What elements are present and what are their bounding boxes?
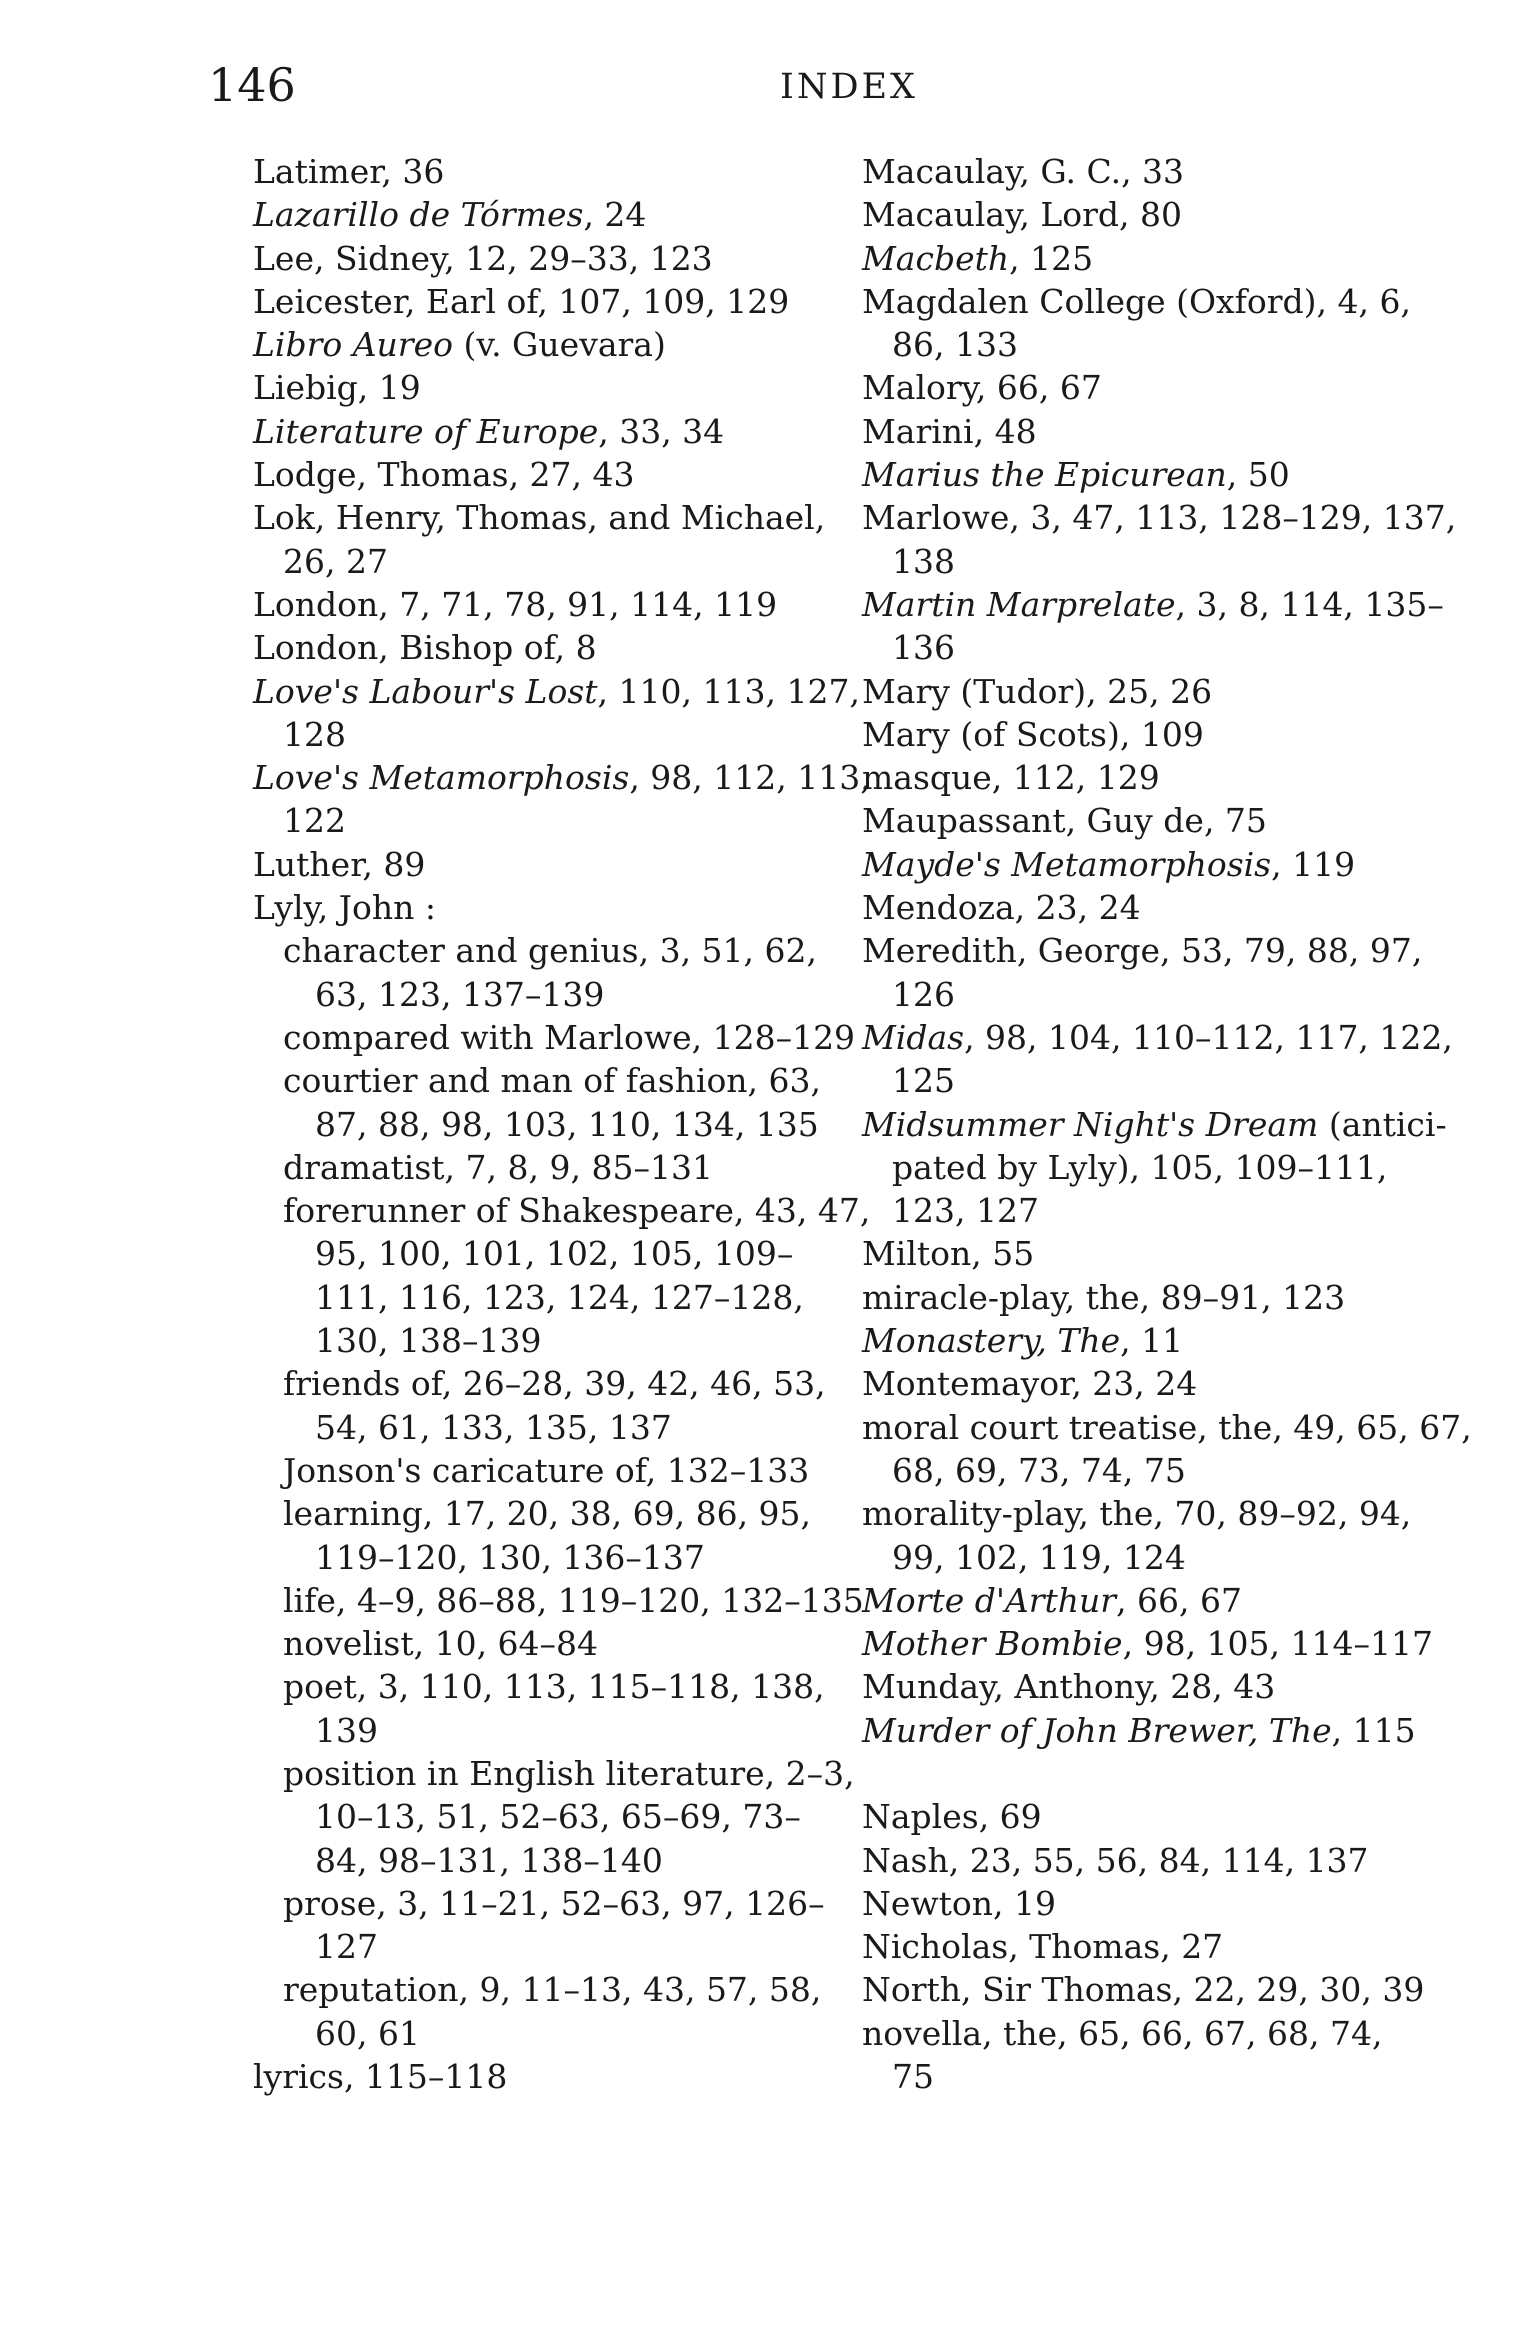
entry-text: 119–120, 130, 136–137	[315, 1537, 705, 1577]
index-entry	[253, 713, 833, 756]
entry-title-italic: Midas	[862, 1017, 965, 1057]
index-entry	[253, 323, 833, 366]
index-entry	[253, 670, 860, 713]
entry-text: Mary (of Scots), 109	[862, 714, 1204, 754]
entry-text: 26, 27	[283, 541, 388, 581]
entry-text: 130, 138–139	[315, 1321, 542, 1361]
index-entry	[253, 973, 833, 1016]
index-entry	[862, 1406, 1472, 1449]
entry-text: Marini, 48	[862, 411, 1037, 451]
index-entry	[862, 843, 1442, 886]
index-entry	[862, 1536, 1442, 1579]
entry-text: Munday, Anthony, 28, 43	[862, 1667, 1276, 1707]
entry-text: character and genius, 3, 51, 62,	[283, 931, 817, 971]
entry-text: , 125	[1009, 238, 1094, 278]
index-entry	[253, 2055, 833, 2098]
entry-text: , 98, 112, 113,	[629, 758, 871, 798]
index-entry	[862, 1146, 1442, 1189]
index-entry	[862, 1492, 1442, 1535]
index-entry	[253, 1449, 833, 1492]
index-entry	[862, 1925, 1442, 1968]
index-entry	[253, 929, 833, 972]
entry-text: Mendoza, 23, 24	[862, 888, 1141, 928]
entry-text: 138	[892, 541, 955, 581]
entry-title-italic: Literature of Europe	[253, 411, 599, 451]
entry-text: compared with Marlowe, 128–129	[283, 1017, 856, 1057]
index-entry	[253, 410, 833, 453]
entry-text: 128	[283, 714, 346, 754]
entry-text: , 98, 105, 114–117	[1122, 1624, 1433, 1664]
entry-text: lyrics, 115–118	[253, 2057, 508, 2097]
entry-text: , 3, 8, 114, 135–	[1175, 584, 1444, 624]
entry-text: novella, the, 65, 66, 67, 68, 74,	[862, 2013, 1383, 2053]
index-entry	[253, 1016, 856, 1059]
index-entry	[253, 1882, 833, 1925]
index-entry	[862, 1709, 1442, 1752]
index-column-left	[253, 150, 871, 2098]
index-entry	[253, 1925, 833, 1968]
entry-text: (v. Guevara)	[452, 325, 666, 365]
entry-text: Maupassant, Guy de, 75	[862, 801, 1267, 841]
entry-text: 87, 88, 98, 103, 110, 134, 135	[315, 1104, 819, 1144]
index-entry	[862, 496, 1457, 539]
index-entry	[253, 1406, 833, 1449]
entry-text: reputation, 9, 11–13, 43, 57, 58,	[283, 1970, 822, 2010]
entry-text: friends of, 26–28, 39, 42, 46, 53,	[283, 1364, 826, 1404]
index-entry	[253, 799, 833, 842]
index-entry	[862, 886, 1442, 929]
entry-title-italic: Midsummer Night's Dream	[862, 1104, 1319, 1144]
index-entry	[862, 973, 1442, 1016]
entry-text: Montemayor, 23, 24	[862, 1364, 1198, 1404]
index-entry	[862, 1103, 1447, 1146]
entry-text: , 110, 113, 127,	[597, 671, 860, 711]
entry-text: 123, 127	[892, 1191, 1039, 1231]
index-entry	[253, 1579, 864, 1622]
entry-text: 75	[892, 2057, 934, 2097]
entry-text: 54, 61, 133, 135, 137	[315, 1407, 672, 1447]
index-entry	[862, 280, 1442, 323]
entry-text: Nash, 23, 55, 56, 84, 114, 137	[862, 1840, 1369, 1880]
entry-text: London, Bishop of, 8	[253, 628, 597, 668]
entry-text: dramatist, 7, 8, 9, 85–131	[283, 1147, 713, 1187]
index-entry	[862, 366, 1442, 409]
entry-text: 99, 102, 119, 124	[892, 1537, 1186, 1577]
index-entry	[862, 1579, 1442, 1622]
entry-text: Lyly, John :	[253, 888, 436, 928]
index-entry	[862, 323, 1442, 366]
index-entry	[253, 1492, 833, 1535]
entry-text: , 66, 67	[1116, 1580, 1243, 1620]
entry-text: Mary (Tudor), 25, 26	[862, 671, 1213, 711]
entry-text: , 24	[583, 195, 647, 235]
entry-text: 136	[892, 628, 955, 668]
entry-text: Meredith, George, 53, 79, 88, 97,	[862, 931, 1423, 971]
index-entry	[862, 2012, 1442, 2055]
entry-text: masque, 112, 129	[862, 758, 1160, 798]
entry-title-italic: Libro Aureo	[253, 325, 453, 365]
index-entry	[253, 1189, 871, 1232]
index-entry	[862, 1362, 1442, 1405]
entry-title-italic: Mother Bombie	[862, 1624, 1123, 1664]
index-entry	[253, 1622, 833, 1665]
index-column-right	[862, 150, 1472, 2098]
index-entry	[862, 1882, 1442, 1925]
index-entry	[253, 496, 833, 539]
entry-text: 127	[315, 1927, 378, 1967]
entry-text: moral court treatise, the, 49, 65, 67,	[862, 1407, 1472, 1447]
entry-title-italic: Marius the Epicurean	[862, 455, 1227, 495]
entry-text: Macaulay, Lord, 80	[862, 195, 1182, 235]
entry-title-italic: Morte d'Arthur	[862, 1580, 1117, 1620]
index-entry	[253, 1103, 833, 1146]
entry-text: North, Sir Thomas, 22, 29, 30, 39	[862, 1970, 1425, 2010]
entry-text: 60, 61	[315, 2013, 420, 2053]
running-head: INDEX	[780, 67, 918, 107]
entry-title-italic: Lazarillo de Tórmes	[253, 195, 584, 235]
entry-text: Luther, 89	[253, 844, 426, 884]
entry-text: prose, 3, 11–21, 52–63, 97, 126–	[283, 1883, 825, 1923]
entry-text: forerunner of Shakespeare, 43, 47,	[283, 1191, 871, 1231]
index-entry	[253, 1276, 833, 1319]
index-entry	[862, 1016, 1453, 1059]
index-entry	[862, 583, 1442, 626]
index-entry	[862, 756, 1442, 799]
index-entry	[862, 1795, 1442, 1838]
index-entry	[862, 193, 1442, 236]
section-gap	[862, 1752, 1442, 1795]
index-entry	[862, 540, 1442, 583]
index-entry	[253, 150, 833, 193]
index-entry	[862, 1449, 1442, 1492]
index-entry	[862, 1665, 1442, 1708]
index-entry	[862, 1622, 1442, 1665]
entry-text: 95, 100, 101, 102, 105, 109–	[315, 1234, 794, 1274]
entry-text: Leicester, Earl of, 107, 109, 129	[253, 281, 790, 321]
entry-text: poet, 3, 110, 113, 115–118, 138,	[283, 1667, 825, 1707]
index-entry	[253, 1795, 833, 1838]
index-entry	[253, 280, 833, 323]
index-entry	[253, 540, 833, 583]
entry-text: Malory, 66, 67	[862, 368, 1102, 408]
index-entry	[862, 1319, 1442, 1362]
entry-text: London, 7, 71, 78, 91, 114, 119	[253, 584, 778, 624]
entry-text: Marlowe, 3, 47, 113, 128–129, 137,	[862, 498, 1457, 538]
index-entry	[253, 453, 833, 496]
entry-text: Naples, 69	[862, 1797, 1042, 1837]
entry-text: pated by Lyly), 105, 109–111,	[892, 1147, 1388, 1187]
entry-text: courtier and man of fashion, 63,	[283, 1061, 822, 1101]
entry-title-italic: Murder of John Brewer, The	[862, 1710, 1332, 1750]
index-entry	[862, 799, 1442, 842]
entry-text: , 33, 34	[598, 411, 725, 451]
index-entry	[253, 1968, 833, 2011]
entry-title-italic: Macbeth	[862, 238, 1010, 278]
index-entry	[862, 1189, 1442, 1232]
entry-text: 139	[315, 1710, 378, 1750]
entry-text: Liebig, 19	[253, 368, 421, 408]
entry-text: miracle-play, the, 89–91, 123	[862, 1277, 1346, 1317]
entry-text: , 50	[1226, 455, 1290, 495]
index-entry	[862, 1276, 1442, 1319]
entry-text: 122	[283, 801, 346, 841]
entry-text: life, 4–9, 86–88, 119–120, 132–135	[283, 1580, 864, 1620]
entry-text: 86, 133	[892, 325, 1018, 365]
index-entry	[253, 626, 833, 669]
entry-text: Lodge, Thomas, 27, 43	[253, 455, 635, 495]
index-entry	[862, 1968, 1442, 2011]
index-entry	[862, 626, 1442, 669]
entry-text: Milton, 55	[862, 1234, 1035, 1274]
index-entry	[253, 886, 833, 929]
index-entry	[862, 410, 1442, 453]
index-entry	[253, 366, 833, 409]
index-entry	[862, 1059, 1442, 1102]
entry-text: , 115	[1331, 1710, 1416, 1750]
entry-title-italic: Love's Metamorphosis	[253, 758, 630, 798]
entry-text: , 98, 104, 110–112, 117, 122,	[964, 1017, 1453, 1057]
index-entry	[862, 453, 1442, 496]
entry-title-italic: Love's Labour's Lost	[253, 671, 598, 711]
index-entry	[862, 670, 1442, 713]
entry-text: , 119	[1271, 844, 1356, 884]
entry-text: Latimer, 36	[253, 152, 445, 191]
entry-title-italic: Martin Marprelate	[862, 584, 1176, 624]
index-entry	[253, 1839, 833, 1882]
index-entry	[253, 1536, 833, 1579]
entry-text: Magdalen College (Oxford), 4, 6,	[862, 281, 1411, 321]
page-number: 146	[208, 58, 296, 112]
entry-text: position in English literature, 2–3,	[283, 1753, 855, 1793]
index-entry	[253, 843, 833, 886]
index-entry	[862, 1839, 1442, 1882]
index-entry	[253, 1232, 833, 1275]
entry-text: 111, 116, 123, 124, 127–128,	[315, 1277, 804, 1317]
index-entry	[253, 756, 871, 799]
entry-text: , 11	[1120, 1321, 1184, 1361]
entry-text: 68, 69, 73, 74, 75	[892, 1450, 1186, 1490]
index-entry	[253, 1146, 833, 1189]
entry-text: learning, 17, 20, 38, 69, 86, 95,	[283, 1494, 812, 1534]
index-entry	[862, 713, 1442, 756]
entry-text: Lok, Henry, Thomas, and Michael,	[253, 498, 826, 538]
index-entry	[253, 1362, 833, 1405]
entry-text: Nicholas, Thomas, 27	[862, 1927, 1224, 1967]
entry-text: novelist, 10, 64–84	[283, 1624, 599, 1664]
index-entry	[253, 1319, 833, 1362]
index-entry	[862, 1232, 1442, 1275]
index-entry	[253, 1665, 833, 1708]
entry-text: Newton, 19	[862, 1883, 1057, 1923]
entry-text: morality-play, the, 70, 89–92, 94,	[862, 1494, 1412, 1534]
entry-text: (antici-	[1318, 1104, 1447, 1144]
entry-text: 10–13, 51, 52–63, 65–69, 73–	[315, 1797, 801, 1837]
index-entry	[253, 583, 833, 626]
index-entry	[253, 1709, 833, 1752]
entry-text: Lee, Sidney, 12, 29–33, 123	[253, 238, 713, 278]
entry-text: 126	[892, 974, 955, 1014]
entry-text: 63, 123, 137–139	[315, 974, 605, 1014]
index-entry	[862, 150, 1442, 193]
entry-text: 84, 98–131, 138–140	[315, 1840, 663, 1880]
index-entry	[253, 2012, 833, 2055]
index-entry	[253, 1059, 833, 1102]
index-entry	[862, 2055, 1442, 2098]
entry-text: Macaulay, G. C., 33	[862, 152, 1185, 191]
index-entry	[862, 929, 1442, 972]
index-entry	[253, 193, 833, 236]
index-entry	[862, 237, 1442, 280]
entry-title-italic: Mayde's Metamorphosis	[862, 844, 1272, 884]
entry-title-italic: Monastery, The	[862, 1321, 1121, 1361]
entry-text: 125	[892, 1061, 955, 1101]
index-entry	[253, 1752, 855, 1795]
index-entry	[253, 237, 833, 280]
entry-text: Jonson's caricature of, 132–133	[283, 1450, 810, 1490]
